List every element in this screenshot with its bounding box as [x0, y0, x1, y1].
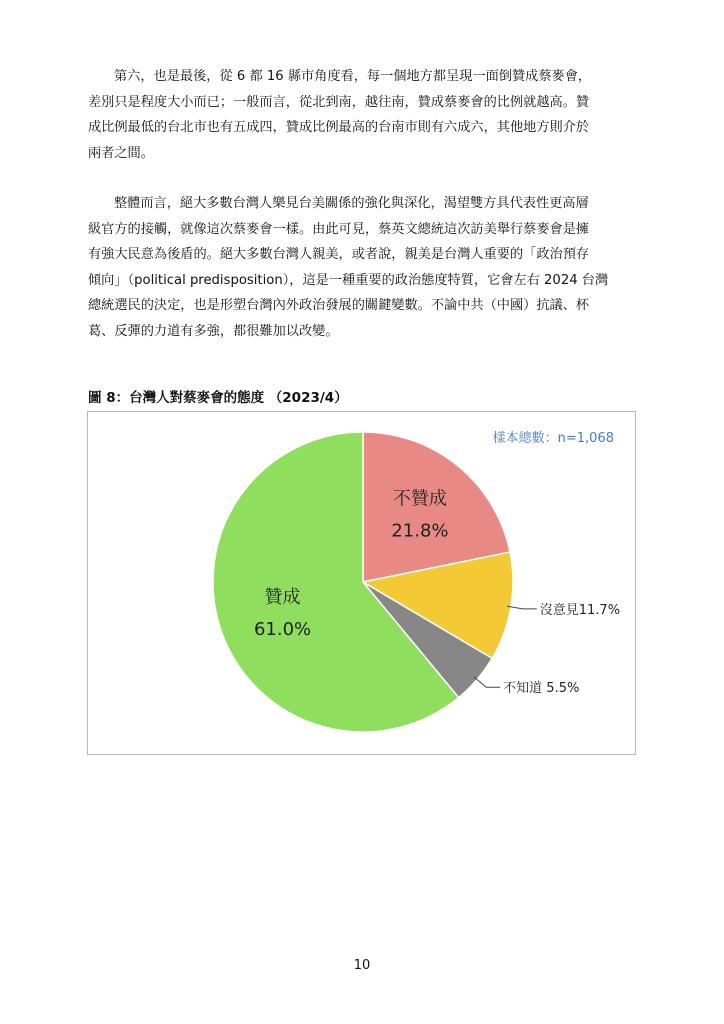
slice-outside-label: 沒意見11.7%: [539, 602, 621, 618]
slice-outside-label: 不知道 5.5%: [503, 681, 580, 697]
page-number: 10: [353, 958, 371, 973]
paragraph-1: [88, 64, 640, 166]
paragraph-line: 級官方的接觸，就像這次蔡麥會一樣。由此可見，蔡英文總統這次訪美舉行蔡麥會是擁: [88, 221, 590, 237]
paragraph-line: 差別只是程度大小而已；一般而言，從北到南，越往南，贊成蔡麥會的比例就越高。贊: [88, 94, 590, 110]
paragraph-line: 總統選民的決定，也是形塑台灣內外政治發展的關鍵變數。不論中共（中國）抗議、杯: [88, 298, 590, 314]
pie-chart-frame: [87, 411, 636, 755]
pie-chart: [88, 412, 635, 754]
paragraph-line: 有強大民意為後盾的。絕大多數台灣人親美，或者說，親美是台灣人重要的「政治預存: [88, 247, 590, 263]
paragraph-line: 整體而言，絕大多數台灣人樂見台美關係的強化與深化，渴望雙方具代表性更高層: [114, 196, 589, 211]
paragraph-line: 葛、反彈的力道有多強，都很難加以改變。: [88, 323, 339, 339]
sample-size-note: 樣本總數：n=1,068: [492, 431, 614, 446]
paragraph-line: 第六，也是最後，從 6 都 16 縣市角度看，每一個地方都呈現一面倒贊成蔡麥會，: [114, 69, 592, 84]
slice-value-label: 61.0%: [253, 618, 312, 640]
figure-caption: 圖 8：台灣人對蔡麥會的態度 （2023/4）: [88, 390, 348, 406]
paragraph-line: 兩者之間。: [88, 145, 154, 161]
paragraph-2: [88, 191, 640, 345]
paragraph-line: 傾向」（political predisposition），這是一種重要的政治態度特質，它會左右 2024 台灣: [88, 272, 609, 288]
paragraph-line: 成比例最低的台北市也有五成四，贊成比例最高的台南市則有六成六，其他地方則介於: [88, 120, 590, 136]
slice-value-label: 21.8%: [391, 520, 449, 542]
slice-name-label: 不贊成: [392, 488, 447, 510]
slice-name-label: 贊成: [264, 586, 301, 608]
